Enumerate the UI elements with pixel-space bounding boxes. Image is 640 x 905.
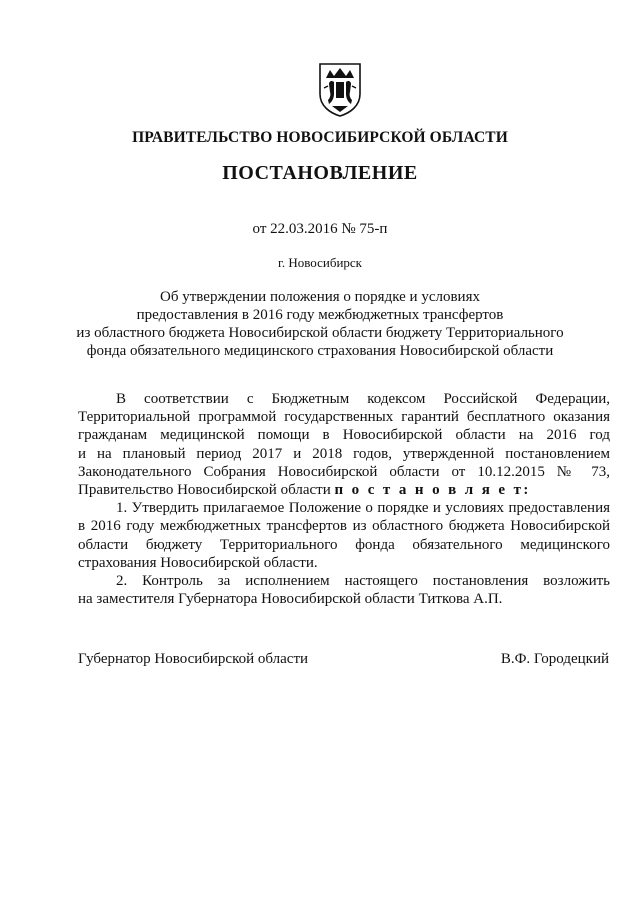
item-1-line: области бюджету Территориального фонда обязательного медицинского	[78, 536, 610, 553]
preamble-line: Правительство Новосибирской области	[78, 481, 331, 498]
resolves-word: п о с т а н о в л я е т:	[334, 481, 531, 498]
item-1-line: в 2016 году межбюджетных трансфертов из областного бюджета Новосибирской	[78, 518, 610, 535]
item-2-line: 2. Контроль за исполнением настоящего постановления возложить	[116, 572, 610, 589]
preamble-line: В соответствии с Бюджетным кодексом Российской Федерации,	[116, 391, 610, 407]
document-type: ПОСТАНОВЛЕНИЕ	[222, 162, 418, 184]
signatory-position: Губернатор Новосибирской области	[78, 651, 309, 667]
subject-line: предоставления в 2016 году межбюджетных трансфертов	[136, 307, 504, 323]
subject-line: фонда обязательного медицинского страхования Новосибирской области	[86, 343, 554, 359]
document-body	[78, 390, 610, 608]
coat-of-arms-icon	[316, 60, 364, 118]
preamble-line: и на плановый период 2017 и 2018 годов, утвержденной постановлением	[78, 445, 610, 462]
signatory-name: В.Ф. Городецкий	[500, 651, 609, 667]
organization-title: ПРАВИТЕЛЬСТВО НОВОСИБИРСКОЙ ОБЛАСТИ	[132, 129, 508, 146]
preamble-line: Территориальной программой государственных гарантий бесплатного оказания	[78, 409, 610, 426]
preamble-line: Законодательного Собрания Новосибирской области от 10.12.2015 № 73,	[78, 463, 610, 480]
city: г. Новосибирск	[277, 255, 362, 270]
item-1-line: страхования Новосибирской области.	[78, 554, 318, 571]
preamble-last-line	[78, 481, 610, 499]
subject-line: из областного бюджета Новосибирской области бюджету Территориального	[76, 325, 564, 341]
subject-line: Об утверждении положения о порядке и условиях	[160, 289, 480, 305]
item-2-line: на заместителя Губернатора Новосибирской области Титкова А.П.	[78, 591, 503, 608]
preamble-line: гражданам медицинской помощи в Новосибирской области на 2016 год	[78, 427, 610, 444]
date-and-number: от 22.03.2016 № 75-п	[252, 221, 388, 237]
document-subject	[0, 288, 640, 360]
item-1-line: 1. Утвердить прилагаемое Положение о порядке и условиях предоставления	[116, 500, 610, 517]
